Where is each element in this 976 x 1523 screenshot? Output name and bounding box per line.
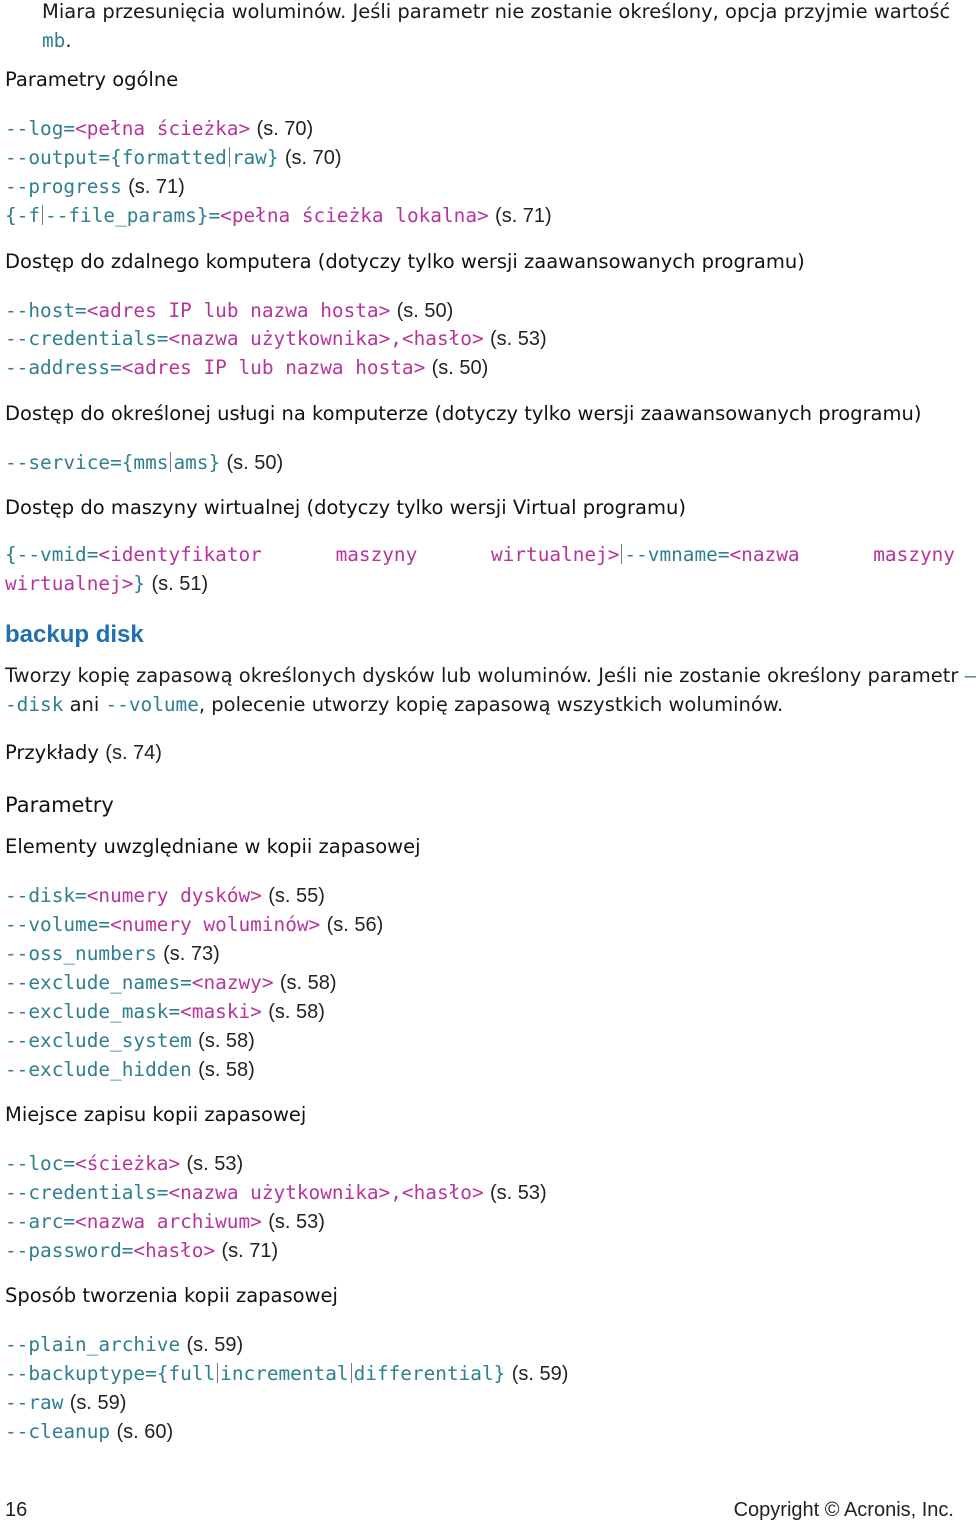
page-reference[interactable]: (s. 58) (198, 1059, 255, 1081)
page-reference[interactable]: (s. 70) (256, 118, 314, 140)
intro-text: Miara przesunięcia woluminów. Jeśli parametr nie zostanie określony, opcja przyjmie wartość (42, 0, 951, 23)
pipe-separator (42, 205, 43, 225)
section-heading-virtual: Dostęp do maszyny wirtualnej (dotyczy tylko wersji Virtual programu) (5, 496, 686, 519)
param-option: --volume (105, 693, 199, 716)
default-value: mb (42, 29, 66, 52)
param-option-alt: ams} (173, 451, 221, 474)
param-line (5, 1055, 255, 1084)
page-reference[interactable]: (s. 71) (221, 1240, 279, 1262)
param-option: --service={mms (5, 451, 169, 474)
param-option: --exclude_names= (5, 971, 192, 994)
page-reference[interactable]: (s. 71) (495, 205, 552, 227)
page-reference[interactable]: (s. 70) (284, 147, 342, 169)
param-option: --oss_numbers (5, 942, 157, 965)
page-reference[interactable]: (s. 51) (151, 573, 209, 595)
page-reference[interactable]: (s. 53) (490, 1182, 547, 1204)
page-reference[interactable]: (s. 58) (279, 972, 337, 994)
param-value: <maski> (180, 1000, 262, 1023)
param-option: --host= (5, 299, 87, 322)
param-value: <ścieżka> (75, 1152, 181, 1175)
param-line (5, 296, 453, 325)
param-option-alt: --vmname= (624, 543, 730, 566)
param-option: --credentials= (5, 1181, 169, 1204)
pipe-separator (217, 1363, 218, 1383)
param-value: <pełna ścieżka lokalna> (220, 204, 489, 227)
param-value: maszyny (335, 543, 418, 566)
section-heading-location: Miejsce zapisu kopii zapasowej (5, 1103, 307, 1126)
param-value: <nazwa użytkownika>,<hasło> (168, 1181, 484, 1204)
param-value: <nazwa (729, 543, 800, 566)
param-line (5, 881, 325, 910)
param-value: <nazwa użytkownika>,<hasło> (168, 327, 484, 350)
section-heading-service: Dostęp do określonej usługi na komputerze (dotyczy tylko wersji zaawansowanych programu) (5, 402, 922, 425)
section-heading-included: Elementy uwzględniane w kopii zapasowej (5, 835, 421, 858)
param-line (5, 910, 383, 939)
intro-line-2 (42, 27, 72, 55)
page-reference[interactable]: (s. 53) (490, 328, 547, 350)
param-close: } (133, 572, 146, 595)
param-option: --arc= (5, 1210, 76, 1233)
param-option: --loc= (5, 1152, 76, 1175)
page-reference[interactable]: (s. 60) (116, 1421, 174, 1443)
param-value: <nazwy> (191, 971, 274, 994)
pipe-separator (229, 147, 230, 167)
param-option: --progress (5, 175, 122, 198)
param-line (5, 1417, 173, 1446)
page-reference[interactable]: (s. 59) (511, 1363, 569, 1385)
param-line (5, 997, 325, 1026)
param-option: --backuptype={full (5, 1362, 216, 1385)
param-value: wirtualnej> (5, 572, 134, 595)
pipe-separator (351, 1363, 352, 1383)
param-option: --log= (5, 117, 76, 140)
page-reference[interactable]: (s. 58) (268, 1001, 325, 1023)
param-option: {--vmid= (5, 543, 99, 566)
examples-line (5, 738, 162, 767)
page-reference[interactable]: (s. 71) (128, 176, 185, 198)
param-value: <hasło> (133, 1239, 216, 1262)
page-reference[interactable]: (s. 53) (186, 1153, 244, 1175)
param-value: <adres IP lub nazwa hosta> (86, 299, 391, 322)
intro-line (42, 0, 950, 26)
param-line (5, 968, 337, 997)
description-text: , polecenie utworzy kopię zapasową wszystkich woluminów. (198, 693, 784, 716)
param-option: --address= (5, 356, 122, 379)
page-reference[interactable]: (s. 59) (69, 1392, 127, 1414)
param-value: <adres IP lub nazwa hosta> (121, 356, 426, 379)
pipe-separator (170, 452, 171, 472)
pipe-separator (621, 544, 622, 564)
page-reference[interactable]: (s. 53) (268, 1211, 325, 1233)
param-line-justified (5, 541, 955, 569)
section-title-backup-disk: backup disk (5, 621, 144, 648)
page-reference[interactable]: (s. 56) (326, 914, 384, 936)
page-reference[interactable]: (s. 74) (105, 742, 162, 764)
param-option: --disk= (5, 884, 87, 907)
param-line (5, 114, 313, 143)
param-value: <numery woluminów> (110, 913, 321, 936)
param-line (5, 939, 220, 968)
param-option: --plain_archive (5, 1333, 181, 1356)
param-line (5, 1026, 255, 1055)
description-text: Tworzy kopię zapasową określonych dysków lub woluminów. Jeśli nie zostanie określony parametr (5, 664, 959, 687)
param-option: --password= (5, 1239, 134, 1262)
param-line (5, 1207, 325, 1236)
param-option: --exclude_hidden (5, 1058, 192, 1081)
param-line (5, 1388, 126, 1417)
param-value: <pełna ścieżka> (75, 117, 251, 140)
parameters-heading: Parametry (5, 793, 114, 817)
param-line (5, 1330, 243, 1359)
dash-fragment: – (964, 664, 976, 687)
param-option: --credentials= (5, 327, 169, 350)
param-line (5, 1149, 243, 1178)
page-reference[interactable]: (s. 55) (268, 885, 325, 907)
param-line (5, 448, 283, 477)
param-option: --volume= (5, 913, 111, 936)
param-option-alt: --file_params}= (45, 204, 221, 227)
param-value: <identyfikator (98, 543, 262, 566)
param-option: --raw (5, 1391, 64, 1414)
param-option-alt: differential} (353, 1362, 506, 1385)
page-reference[interactable]: (s. 58) (198, 1030, 255, 1052)
param-line (5, 569, 208, 598)
page-reference[interactable]: (s. 50) (226, 452, 284, 474)
page-reference[interactable]: (s. 50) (396, 300, 454, 322)
param-line (5, 1178, 547, 1207)
param-value: <nazwa archiwum> (75, 1210, 262, 1233)
description-line (5, 662, 976, 690)
param-option: --output={formatted (5, 146, 227, 169)
description-line-2 (5, 691, 783, 719)
param-line (5, 201, 552, 230)
param-option: -disk (5, 693, 64, 716)
param-value: <numery dysków> (86, 884, 262, 907)
description-text: ani (63, 693, 106, 716)
param-line (5, 1236, 278, 1265)
param-option: --exclude_mask= (5, 1000, 181, 1023)
param-option-alt: incremental (220, 1362, 349, 1385)
intro-period: . (65, 29, 72, 52)
param-option: --exclude_system (5, 1029, 192, 1052)
param-value: wirtualnej> (491, 543, 620, 566)
param-line (5, 353, 488, 382)
page-reference[interactable]: (s. 50) (431, 357, 489, 379)
param-line (5, 143, 342, 172)
copyright-text: Copyright © Acronis, Inc. (733, 1499, 954, 1521)
section-heading-remote: Dostęp do zdalnego komputera (dotyczy tylko wersji zaawansowanych programu) (5, 250, 805, 273)
examples-label: Przykłady (5, 741, 99, 764)
param-line (5, 172, 185, 201)
param-option: --cleanup (5, 1420, 111, 1443)
page-reference[interactable]: (s. 59) (186, 1334, 244, 1356)
section-heading-method: Sposób tworzenia kopii zapasowej (5, 1284, 338, 1307)
section-heading-general: Parametry ogólne (5, 68, 179, 91)
param-option-alt: raw} (231, 146, 279, 169)
page-reference[interactable]: (s. 73) (163, 943, 220, 965)
param-value: maszyny (873, 543, 955, 566)
param-line (5, 324, 547, 353)
param-line (5, 1359, 568, 1388)
page-number: 16 (5, 1499, 28, 1521)
param-option: {-f (5, 204, 41, 227)
